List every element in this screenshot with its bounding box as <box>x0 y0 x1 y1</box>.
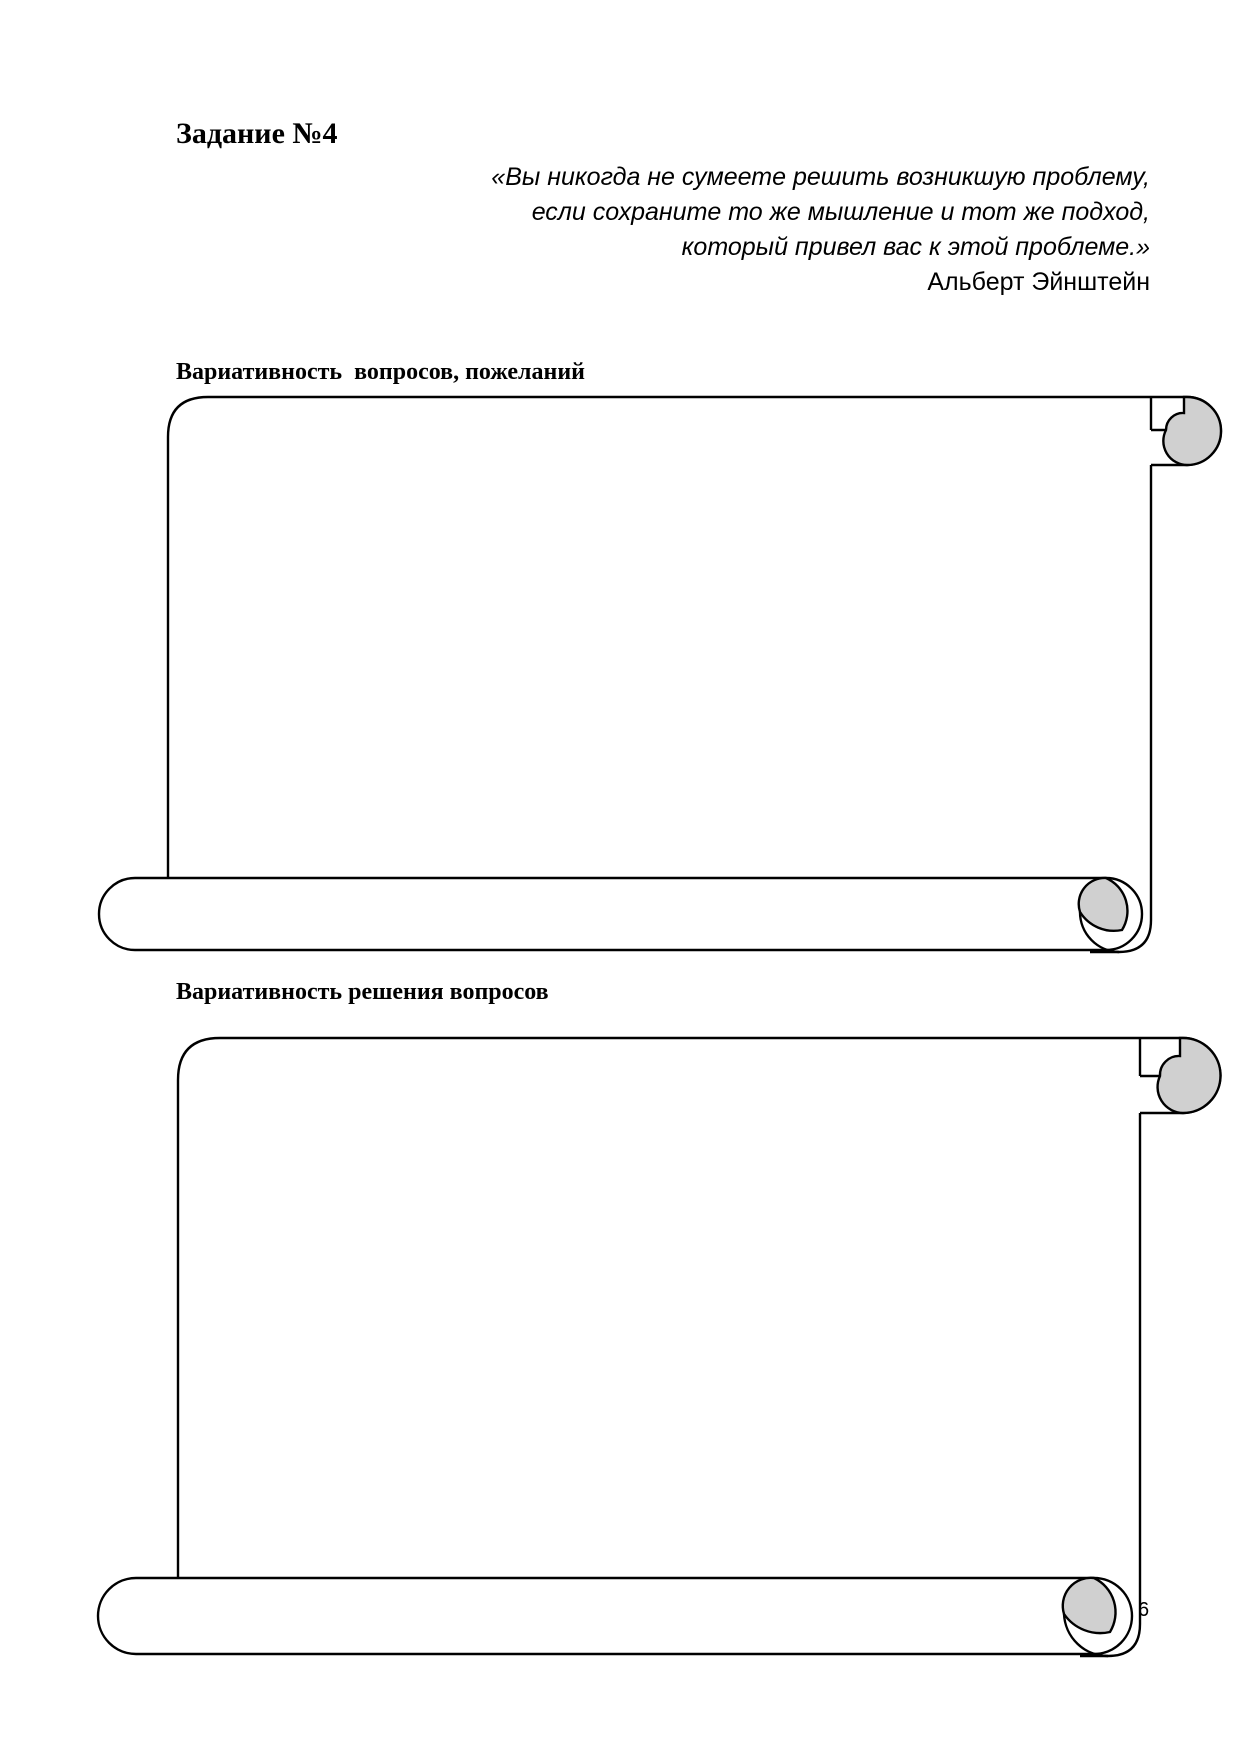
quote-author: Альберт Эйнштейн <box>927 268 1150 296</box>
quote-line: «Вы никогда не сумеете решить возникшую проблему, <box>491 163 1150 191</box>
quote-line: если сохраните то же мышление и тот же подход, <box>531 198 1150 226</box>
scroll-curl-top <box>1163 397 1221 465</box>
section-heading-solutions: Вариативность решения вопросов <box>176 979 549 1005</box>
scroll-curl-top <box>1158 1038 1221 1113</box>
scroll-curl-bottom <box>1079 878 1128 931</box>
scroll-curl-bottom <box>1063 1578 1116 1633</box>
quote-line: который привел вас к этой проблеме.» <box>681 233 1150 261</box>
task-title: Задание №4 <box>176 117 338 150</box>
page-number: 6 <box>1138 1599 1150 1621</box>
quote-block <box>330 160 1150 300</box>
section-heading-questions: Вариативность вопросов, пожеланий <box>176 359 586 385</box>
